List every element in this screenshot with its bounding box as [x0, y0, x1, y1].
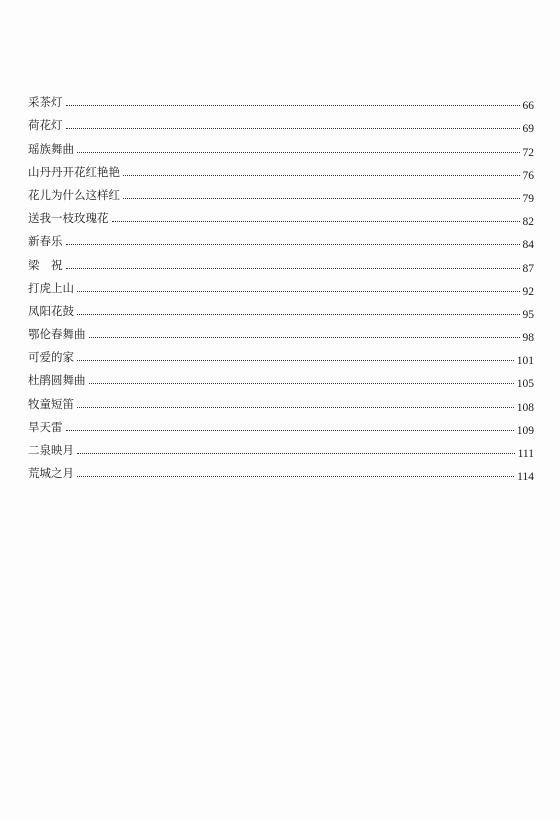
toc-entry-title: 可爱的家 — [28, 350, 74, 365]
toc-entry-page-number: 114 — [517, 471, 534, 484]
toc-entry-title: 梁 祝 — [28, 257, 63, 272]
toc-entry[interactable] — [28, 434, 534, 460]
toc-entry[interactable] — [28, 364, 534, 391]
toc-dot-leader — [77, 360, 514, 361]
toc-dot-leader — [77, 407, 514, 408]
toc-dot-leader — [77, 453, 515, 454]
toc-dot-leader — [89, 383, 514, 384]
toc-entry[interactable] — [28, 387, 534, 414]
toc-entry[interactable] — [28, 318, 534, 345]
toc-entry-title: 打虎上山 — [28, 280, 74, 295]
toc-dot-leader — [77, 152, 520, 153]
toc-entry-page-number: 105 — [516, 378, 534, 391]
toc-entry[interactable] — [28, 341, 534, 368]
toc-entry[interactable] — [28, 109, 534, 136]
toc-entry-title: 旱天雷 — [28, 419, 63, 434]
toc-entry[interactable] — [28, 202, 534, 229]
toc-entry-page-number: 69 — [522, 123, 534, 136]
toc-entry-title: 花儿为什么这样红 — [28, 187, 120, 202]
toc-entry-page-number: 79 — [522, 192, 534, 205]
toc-dot-leader — [66, 430, 514, 431]
toc-dot-leader — [112, 221, 520, 222]
toc-entry[interactable] — [28, 457, 534, 484]
toc-dot-leader — [89, 337, 520, 338]
toc-dot-leader — [66, 128, 520, 129]
toc-entry-title: 采茶灯 — [28, 95, 63, 110]
toc-entry[interactable] — [28, 272, 534, 298]
toc-dot-leader — [123, 175, 520, 176]
toc-entry-page-number: 84 — [522, 239, 534, 252]
toc-entry-page-number: 82 — [522, 216, 534, 229]
toc-entry[interactable] — [28, 295, 534, 321]
toc-entry-page-number: 72 — [522, 146, 534, 159]
toc-entry-title: 荷花灯 — [28, 118, 63, 133]
toc-dot-leader — [66, 244, 520, 245]
toc-entry[interactable] — [28, 411, 534, 437]
toc-entry-page-number: 108 — [516, 401, 534, 414]
toc-entry-page-number: 87 — [522, 262, 534, 275]
toc-entry[interactable] — [28, 225, 534, 252]
toc-entry-page-number: 98 — [522, 332, 534, 345]
toc-entry-title: 杜鹃圆舞曲 — [28, 373, 86, 388]
toc-entry-page-number: 95 — [522, 308, 534, 321]
toc-entry-title: 二泉映月 — [28, 443, 74, 457]
table-of-contents — [28, 86, 534, 484]
toc-entry[interactable] — [28, 156, 534, 182]
toc-entry[interactable] — [28, 248, 534, 275]
toc-entry-page-number: 76 — [522, 169, 534, 182]
toc-entry[interactable] — [28, 179, 534, 205]
toc-entry-page-number: 111 — [517, 448, 534, 460]
toc-entry-title: 荒城之月 — [28, 466, 74, 481]
toc-entry-title: 凤阳花鼓 — [28, 303, 74, 318]
toc-entry-page-number: 66 — [522, 100, 534, 113]
toc-entry-page-number: 109 — [516, 424, 534, 437]
toc-entry[interactable] — [28, 132, 534, 159]
toc-entry-title: 山丹丹开花红艳艳 — [28, 164, 120, 179]
toc-entry-title: 鄂伦春舞曲 — [28, 327, 86, 342]
toc-entry[interactable] — [28, 86, 534, 113]
toc-dot-leader — [77, 314, 520, 315]
toc-entry-page-number: 101 — [516, 355, 534, 368]
toc-entry-page-number: 92 — [522, 285, 534, 298]
toc-entry-title: 新春乐 — [28, 234, 63, 249]
toc-entry-title: 送我一枝玫瑰花 — [28, 211, 109, 226]
toc-dot-leader — [123, 198, 520, 199]
toc-dot-leader — [77, 291, 520, 292]
toc-dot-leader — [66, 268, 520, 269]
toc-dot-leader — [66, 105, 520, 106]
toc-dot-leader — [77, 476, 514, 477]
toc-entry-title: 瑶族舞曲 — [28, 141, 74, 156]
toc-entry-title: 牧童短笛 — [28, 396, 74, 411]
